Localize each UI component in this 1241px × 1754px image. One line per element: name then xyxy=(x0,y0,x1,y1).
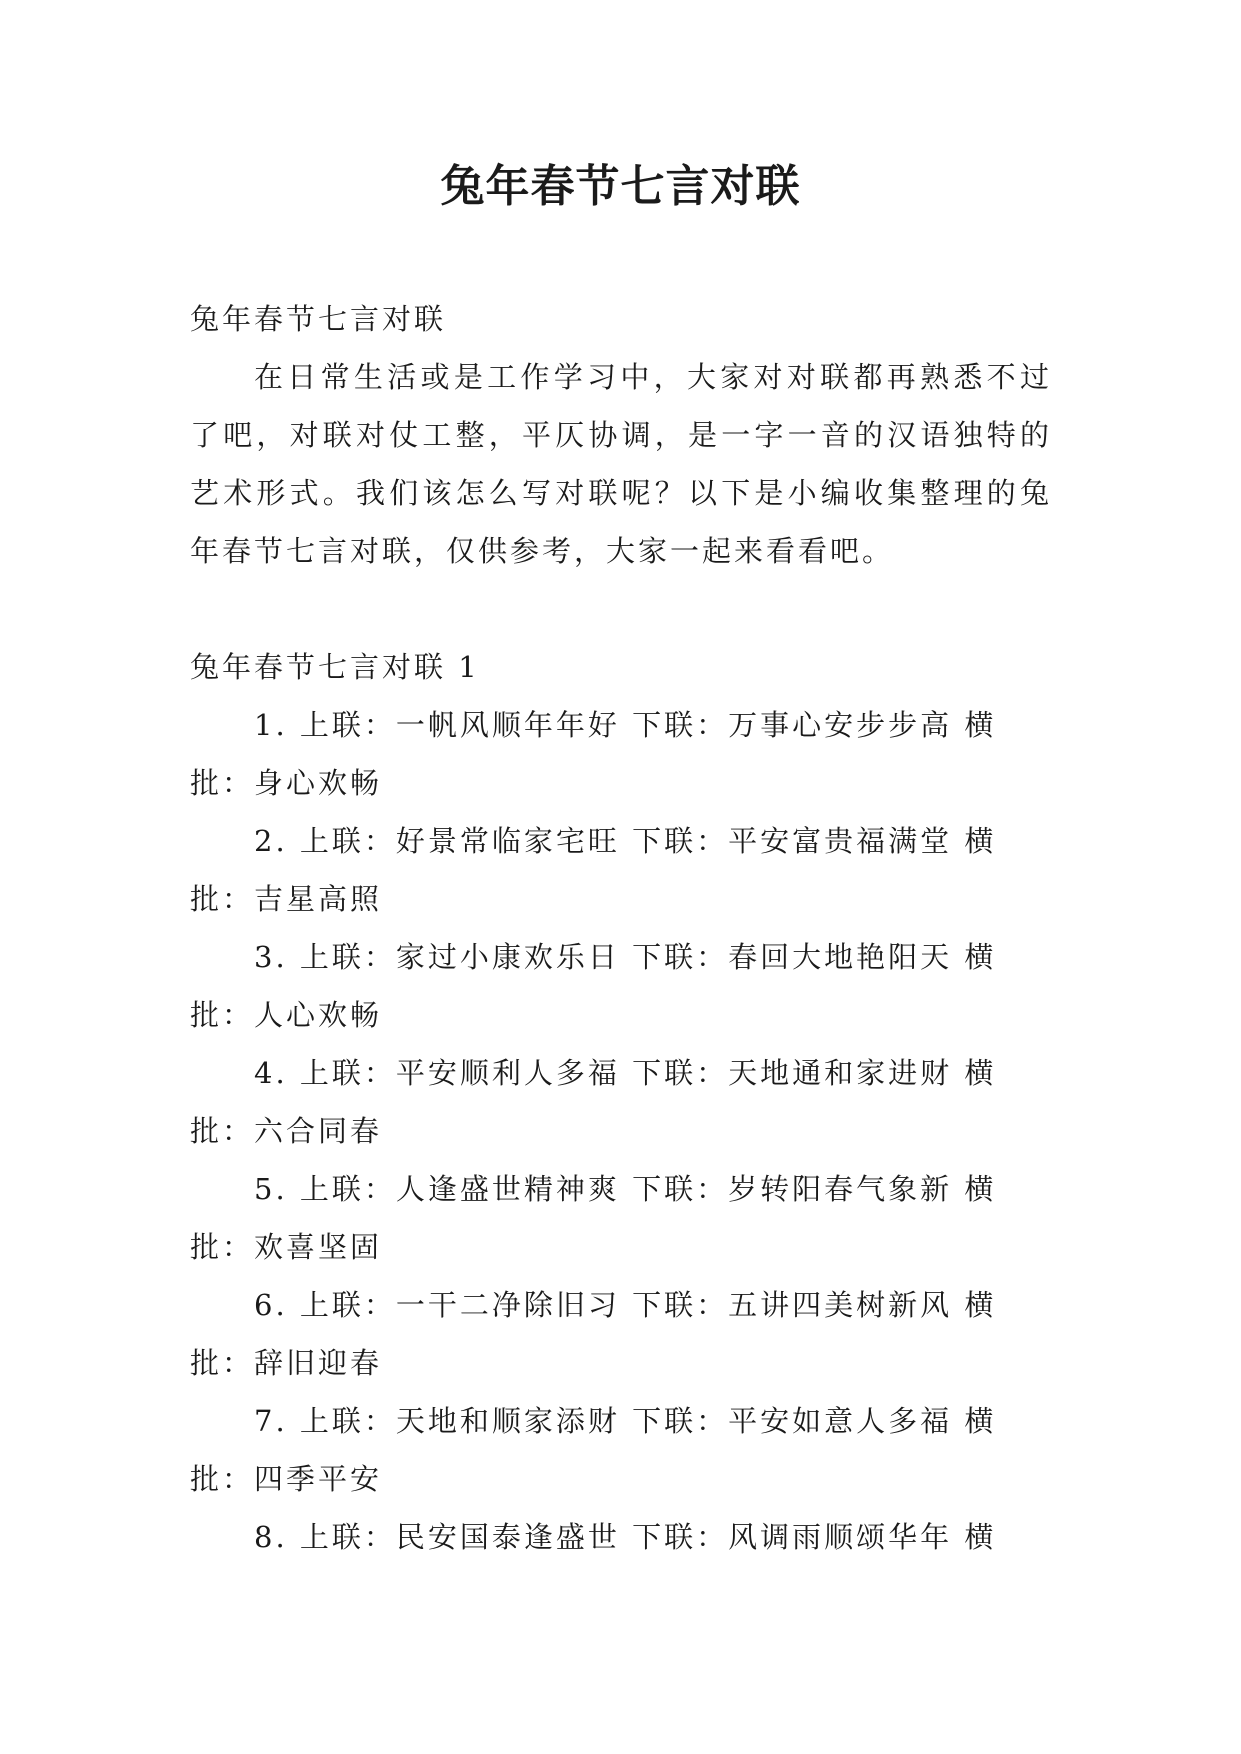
couplet-item: 3. 上联：家过小康欢乐日 下联：春回大地艳阳天 横批：人心欢畅 xyxy=(190,940,997,1032)
document-body xyxy=(190,290,1052,1566)
couplet-item: 1. 上联：一帆风顺年年好 下联：万事心安步步高 横批：身心欢畅 xyxy=(190,708,997,800)
couplet-item: 2. 上联：好景常临家宅旺 下联：平安富贵福满堂 横批：吉星高照 xyxy=(190,824,997,916)
section-heading: 兔年春节七言对联 1 xyxy=(190,650,480,684)
intro-paragraph: 在日常生活或是工作学习中，大家对对联都再熟悉不过了吧，对联对仗工整，平仄协调，是一字一音的汉语独特的艺术形式。我们该怎么写对联呢？以下是小编收集整理的兔年春节七言对联，仅供参考，大家一起来看看吧。 xyxy=(190,360,1052,568)
document-title: 兔年春节七言对联 xyxy=(440,161,801,212)
couplet-item: 8. 上联：民安国泰逢盛世 下联：风调雨顺颂华年 横 xyxy=(254,1520,997,1554)
couplet-item: 6. 上联：一干二净除旧习 下联：五讲四美树新风 横批：辞旧迎春 xyxy=(190,1288,997,1380)
spacer xyxy=(190,580,1052,638)
couplet-item: 4. 上联：平安顺利人多福 下联：天地通和家进财 横批：六合同春 xyxy=(190,1056,997,1148)
couplet-item: 5. 上联：人逢盛世精神爽 下联：岁转阳春气象新 横批：欢喜坚固 xyxy=(190,1172,997,1264)
subtitle: 兔年春节七言对联 xyxy=(190,302,447,336)
couplet-item: 7. 上联：天地和顺家添财 下联：平安如意人多福 横批：四季平安 xyxy=(190,1404,997,1496)
